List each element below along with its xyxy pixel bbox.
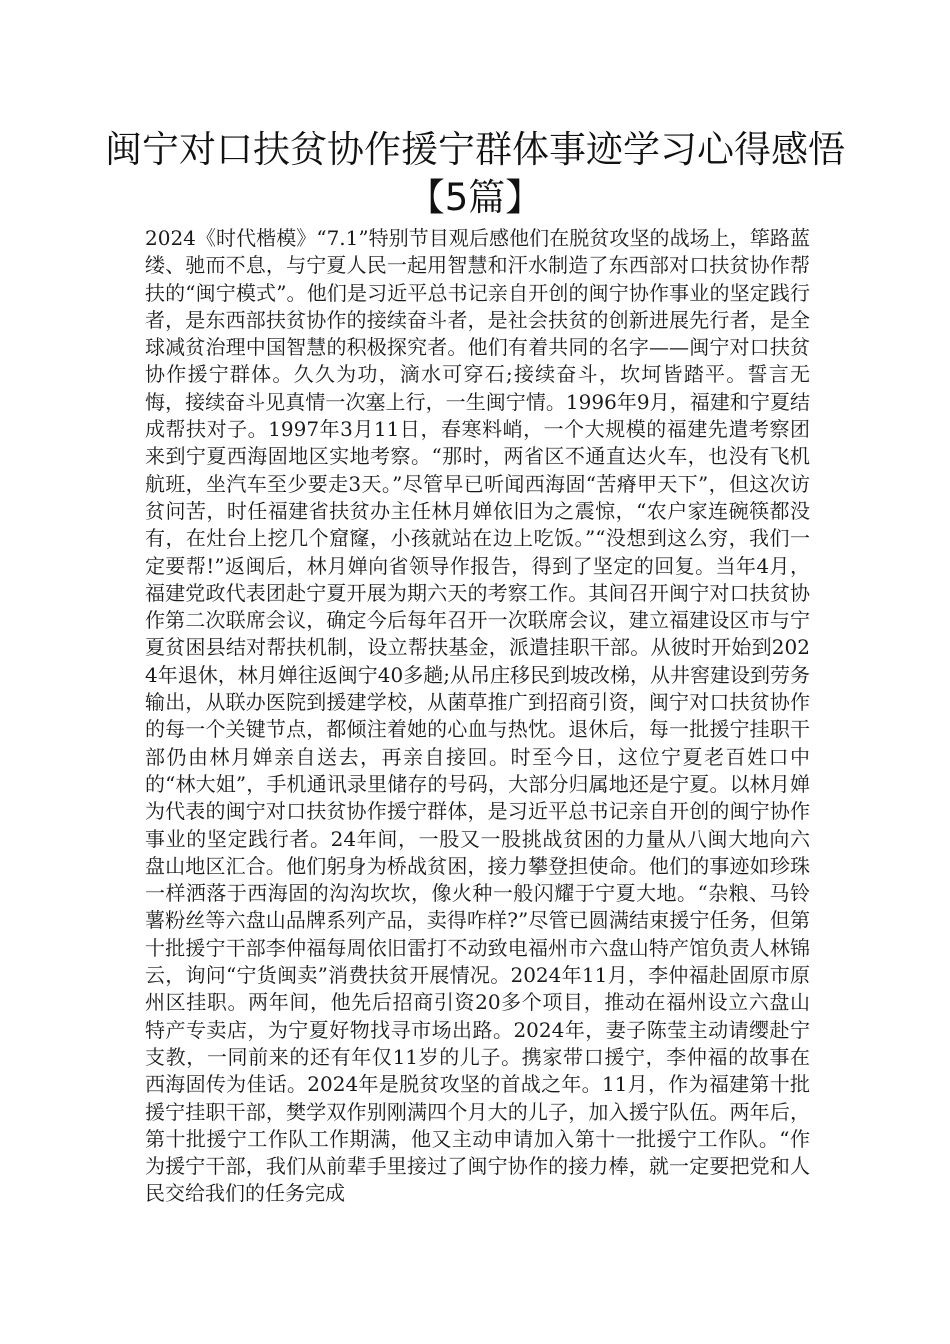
- document-body-paragraph: 2024《时代楷模》“7.1”特别节目观后感他们在脱贫攻坚的战场上，筚路蓝缕、驰而不息，与宁夏人民一起用智慧和汗水制造了东西部对口扶贫协作帮扶的“闽宁模式”。他们是习近平总书记亲自开创的闽宁协作事业的坚定践行者，是东西部扶贫协作的接续奋斗者，是社会扶贫的创新进展先行者，是全球减贫治理中国智慧的积极探究者。他们有着共同的名字——闽宁对口扶贫协作援宁群体。久久为功，滴水可穿石;接续奋斗，坎坷皆踏平。誓言无悔，接续奋斗见真情一次塞上行，一生闽宁情。1996年9月，福建和宁夏结成帮扶对子。1997年3月11日，春寒料峭，一个大规模的福建先遣考察团来到宁夏西海固地区实地考察。“那时，两省区不通直达火车，也没有飞机航班，坐汽车至少要走3天。”尽管早已听闻西海固“苦瘠甲天下”，但这次访贫问苦，时任福建省扶贫办主任林月婵依旧为之震惊，“农户家连碗筷都没有，在灶台上挖几个窟窿，小孩就站在边上吃饭。”“没想到这么穷，我们一定要帮!”返闽后，林月婵向省领导作报告，得到了坚定的回复。当年4月，福建党政代表团赴宁夏开展为期六天的考察工作。其间召开闽宁对口扶贫协作第二次联席会议，确定今后每年召开一次联席会议，建立福建设区市与宁夏贫困县结对帮扶机制，设立帮扶基金，派遣挂职干部。从彼时开始到2024年退休，林月婵往返闽宁40多趟;从吊庄移民到坡改梯，从井窖建设到劳务输出，从联办医院到援建学校，从菌草推广到招商引资，闽宁对口扶贫协作的每一个关键节点，都倾注着她的心血与热忱。退休后，每一批援宁挂职干部仍由林月婵亲自送去，再亲自接回。时至今日，这位宁夏老百姓口中的“林大姐”，手机通讯录里储存的号码，大部分归属地还是宁夏。以林月婵为代表的闽宁对口扶贫协作援宁群体，是习近平总书记亲自开创的闽宁协作事业的坚定践行者。24年间，一股又一股挑战贫困的力量从八闽大地向六盘山地区汇合。他们躬身为桥战贫困，接力攀登担使命。他们的事迹如珍珠一样洒落于西海固的沟沟坎坎，像火种一般闪耀于宁夏大地。“杂粮、马铃薯粉丝等六盘山品牌系列产品，卖得咋样?”尽管已圆满结束援宁任务，但第十批援宁干部李仲福每周依旧雷打不动致电福州市六盘山特产馆负责人林锦云，询问“宁货闽卖”消费扶贫开展情况。2024年11月，李仲福赴固原市原州区挂职。两年间，他先后招商引资20多个项目，推动在福州设立六盘山特产专卖店，为宁夏好物找寻市场出路。2024年，妻子陈莹主动请缨赴宁支教，一同前来的还有年仅11岁的儿子。携家带口援宁，李仲福的故事在西海固传为佳话。2024年是脱贫攻坚的首战之年。11月，作为福建第十批援宁挂职干部，樊学双作别刚满四个月大的儿子，加入援宁队伍。两年后，第十批援宁工作队工作期满，他又主动申请加入第十一批援宁工作队。“作为援宁干部，我们从前辈手里接过了闽宁协作的接力棒，就一定要把党和人民交给我们的任务完成: [145, 226, 810, 1206]
- document-title: 闽宁对口扶贫协作援宁群体事迹学习心得感悟【5篇】: [105, 128, 845, 219]
